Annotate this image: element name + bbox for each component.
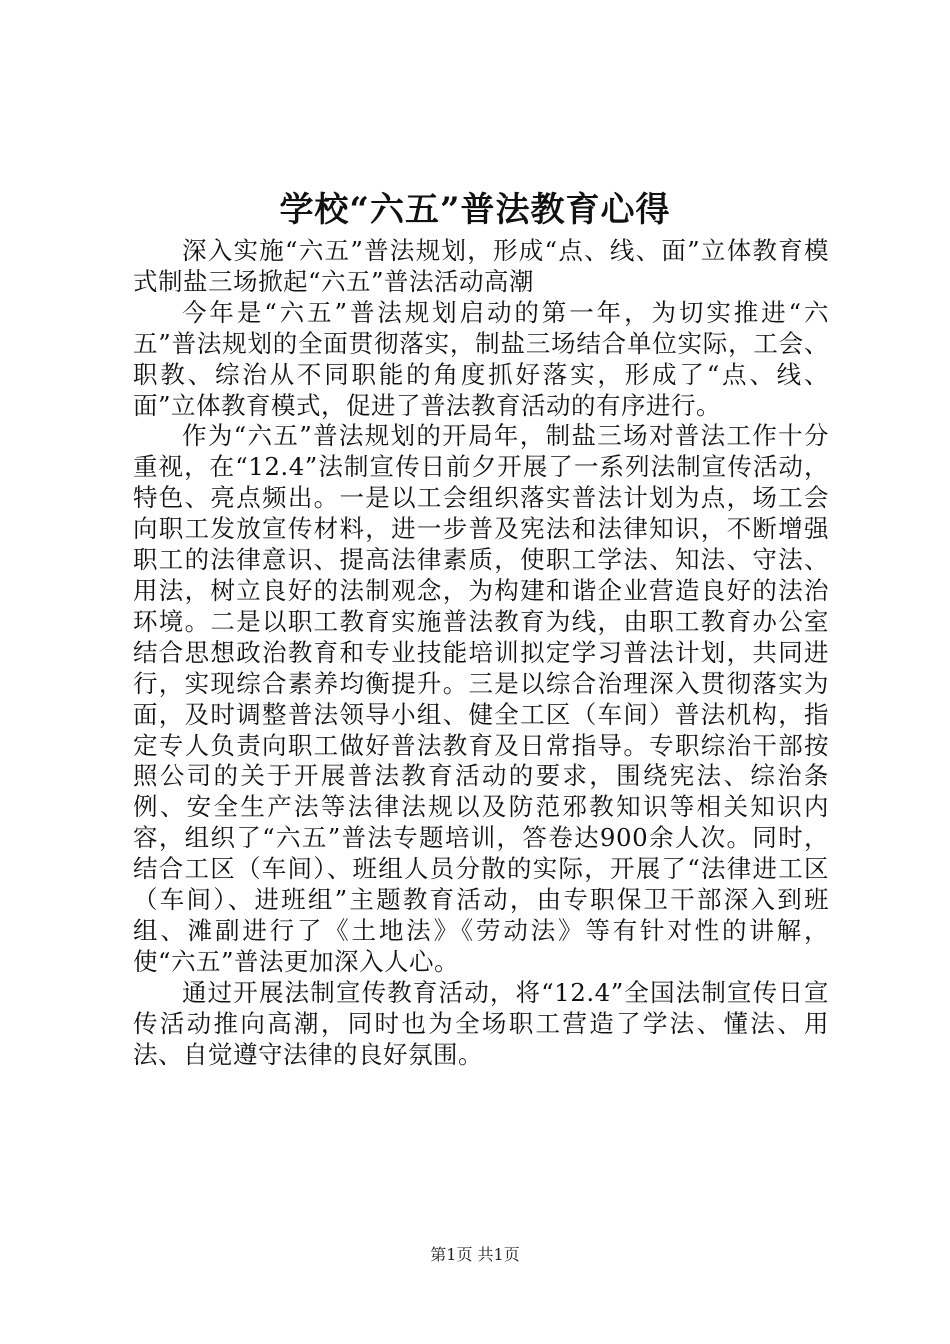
document-title: 学校“六五”普法教育心得 [279,190,671,230]
paragraph-intro: 深入实施“六五”普法规划，形成“点、线、面”立体教育模式制盐三场掀起“六五”普法活动高潮 [133,236,829,296]
paragraph-overview: 今年是“六五”普法规划启动的第一年，为切实推进“六五”普法规划的全面贯彻落实，制盐三场结合单位实际，工会、职教、综治从不同职能的角度抓好落实，形成了“点、线、面”立体教育模式，促进了普法教育活动的有序进行。 [133,297,829,420]
paragraph-conclusion: 通过开展法制宣传教育活动，将“12.4”全国法制宣传日宣传活动推向高潮，同时也为全场职工营造了学法、懂法、用法、自觉遵守法律的良好氛围。 [133,977,829,1069]
paragraph-activities: 作为“六五”普法规划的开局年，制盐三场对普法工作十分重视，在“12.4”法制宣传日前夕开展了一系列法制宣传活动，特色、亮点频出。一是以工会组织落实普法计划为点，场工会向职工发放宣传材料，进一步普及宪法和法律知识，不断增强职工的法律意识、提高法律素质，使职工学法、知法、守法、用法，树立良好的法制观念，为构建和谐企业营造良好的法治环境。二是以职工教育实施普法教育为线，由职工教育办公室结合思想政治教育和专业技能培训拟定学习普法计划，共同进行，实现综合素养均衡提升。三是以综合治理深入贯彻落实为面，及时调整普法领导小组、健全工区（车间）普法机构，指定专人负责向职工做好普法教育及日常指导。专职综治干部按照公司的关于开展普法教育活动的要求，围绕宪法、综治条例、安全生产法等法律法规以及防范邪教知识等相关知识内容，组织了“六五”普法专题培训，答卷达900余人次。同时，结合工区（车间）、班组人员分散的实际，开展了“法律进工区（车间）、进班组”主题教育活动，由专职保卫干部深入到班组、滩副进行了《土地法》《劳动法》等有针对性的讲解，使“六五”普法更加深入人心。 [133,421,829,976]
page-number-footer: 第1页 共1页 [430,1245,520,1264]
document-body [133,236,829,1070]
